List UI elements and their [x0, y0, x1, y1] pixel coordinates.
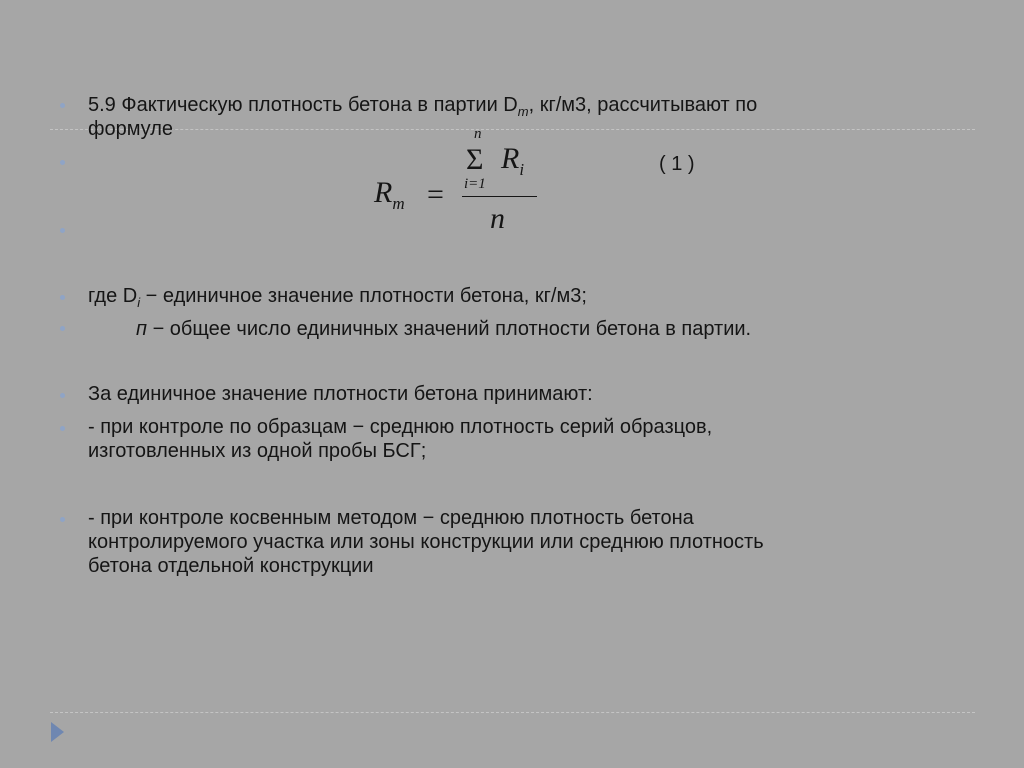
item-n-definition: п − общее число единичных значений плотности бетона в партии. [136, 318, 752, 340]
formula-equals: = [427, 178, 444, 211]
bullet [60, 326, 65, 331]
intro-sub: m [517, 104, 529, 119]
intro-text: 5.9 Фактическую плотность бетона в партии D [88, 94, 518, 116]
item-accept: За единичное значение плотности бетона принимают: [88, 383, 593, 405]
bullet [60, 160, 65, 165]
top-divider [50, 129, 975, 130]
fraction-bar [462, 196, 537, 197]
item-formula-intro-line2: формуле [88, 118, 174, 140]
item-indirect-line2: контролируемого участка или зоны конструкции или среднюю плотность [88, 531, 764, 553]
bullet [60, 295, 65, 300]
play-arrow-icon[interactable] [51, 722, 64, 742]
item-indirect-line1: - при контроле косвенным методом − среднюю плотность бетона [88, 507, 694, 529]
bullet [60, 393, 65, 398]
formula-term: $R_i$ [501, 142, 525, 179]
sum-upper-limit: n [474, 126, 482, 142]
bullet [60, 517, 65, 522]
formula-number: ( 1 ) [659, 153, 695, 175]
sum-symbol: Σ [466, 143, 484, 176]
formula-lhs: $R_m$ [374, 176, 405, 213]
bottom-divider [50, 712, 975, 713]
bullet [60, 103, 65, 108]
item-formula-intro [88, 94, 757, 123]
item-where-di: где $D_i$ − единичное значение плотности бетона, кг/м3; [88, 285, 587, 310]
sum-lower-limit: i=1 [464, 176, 486, 192]
bullet [60, 228, 65, 233]
item-samples-line2: изготовленных из одной пробы БСГ; [88, 440, 427, 462]
formula-denominator: n [490, 202, 505, 235]
intro-suffix: , кг/м3, рассчитывают по [528, 94, 758, 116]
item-indirect-line3: бетона отдельной конструкции [88, 555, 374, 577]
bullet [60, 426, 65, 431]
item-samples-line1: - при контроле по образцам − среднюю плотность серий образцов, [88, 416, 713, 438]
